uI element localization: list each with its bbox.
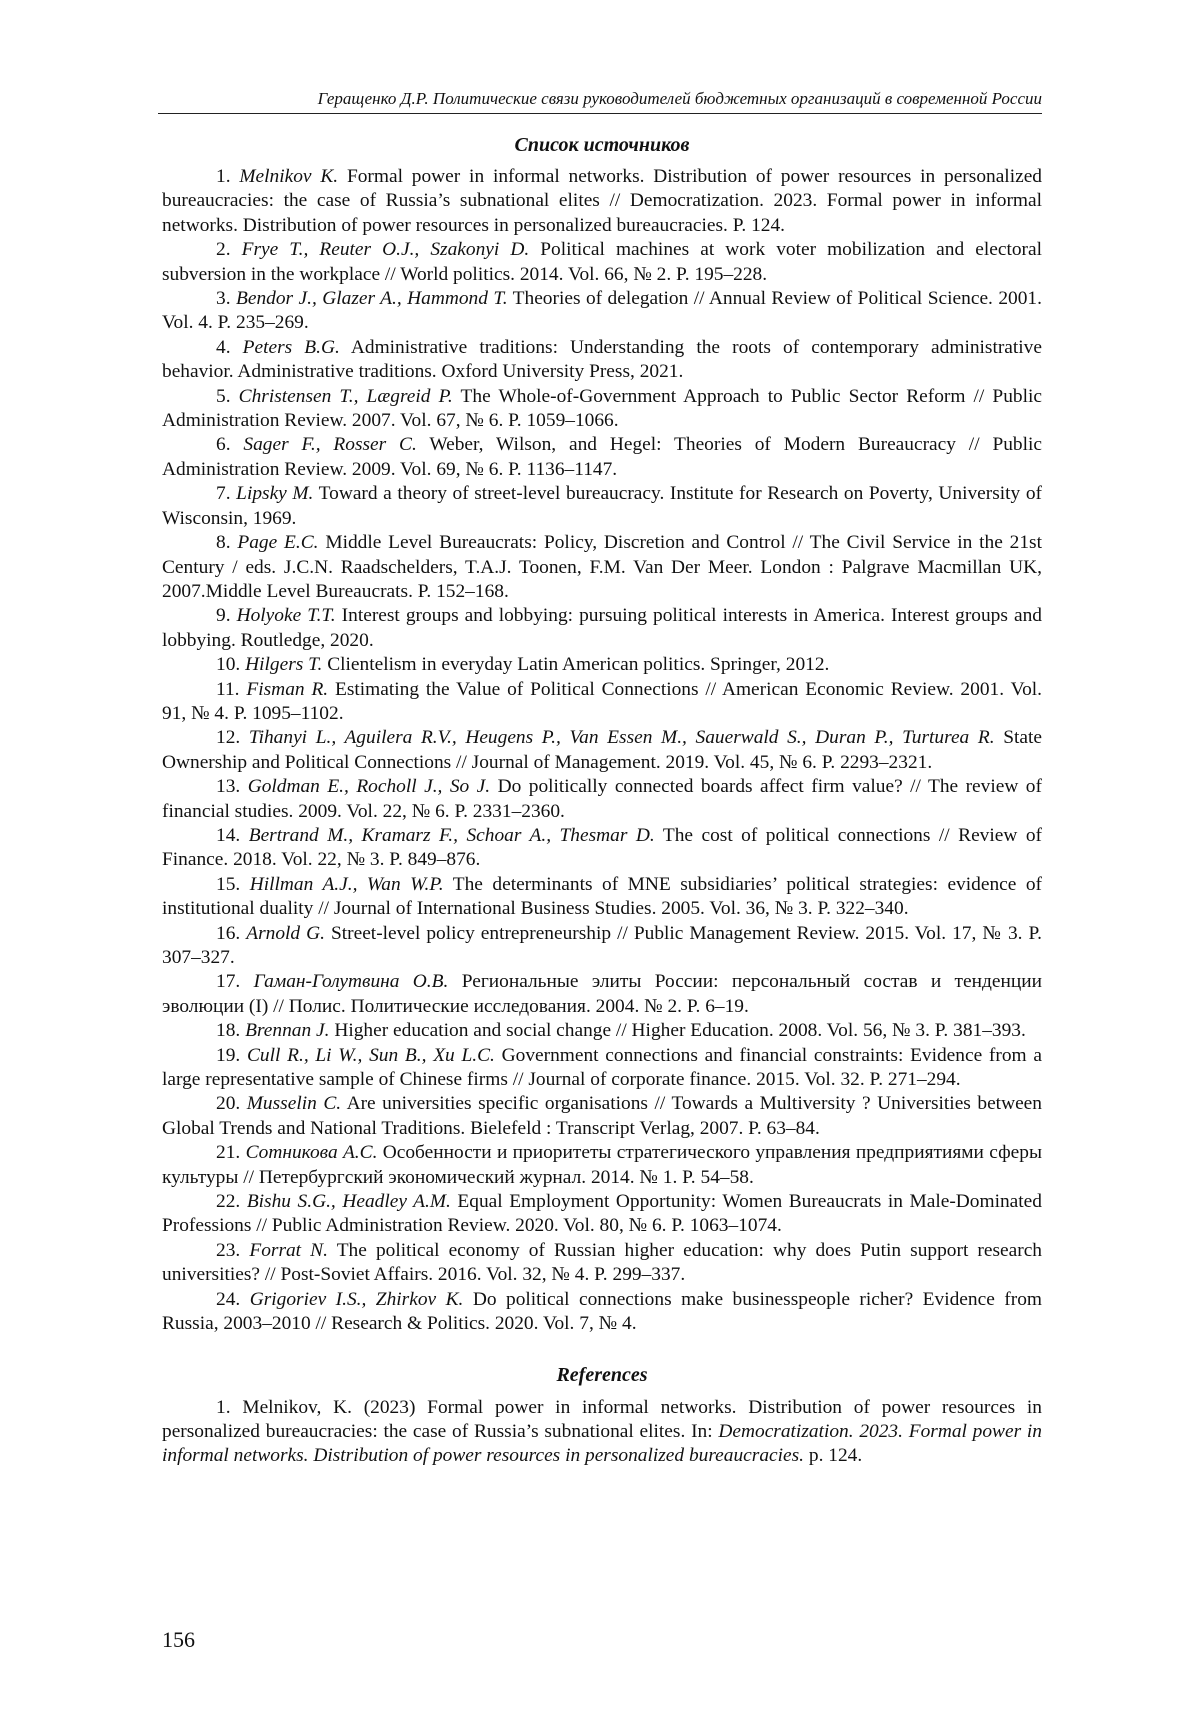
source-entry <box>162 1019 1042 1043</box>
source-entry <box>162 1288 1042 1337</box>
source-text: Do political connections make businesspeople richer? Evidence from Russia, 2003–2010 // Research & Politics. 2020. Vol. 7, № 4. <box>162 1288 1042 1335</box>
source-entry <box>162 873 1042 922</box>
source-authors: Arnold G. <box>246 922 325 944</box>
source-number: 22. <box>216 1191 241 1213</box>
source-text: Toward a theory of street-level bureaucracy. Institute for Research on Poverty, University of Wisconsin, 1969. <box>162 483 1042 529</box>
source-entry <box>162 1044 1042 1093</box>
source-number: 20. <box>216 1093 241 1115</box>
source-number: 10. <box>216 654 241 676</box>
source-authors: Forrat N. <box>249 1239 328 1261</box>
source-authors: Bishu S.G., Headley A.M. <box>246 1191 451 1213</box>
reference-number: 1. <box>216 1396 231 1418</box>
source-entry <box>162 165 1042 238</box>
source-authors: Hillman A.J., Wan W.P. <box>249 873 444 895</box>
source-number: 13. <box>216 776 241 798</box>
source-authors: Peters B.G. <box>242 336 340 358</box>
source-authors: Сотникова А.С. <box>245 1142 378 1164</box>
source-text: Особенности и приоритеты стратегического управления предприятиями сферы культуры // Петербургский экономический журнал. 2014. № 1. P. 54–58. <box>162 1142 1042 1188</box>
source-number: 8. <box>216 532 231 554</box>
page-number: 156 <box>162 1627 195 1652</box>
source-authors: Bendor J., Glazer A., Hammond T. <box>236 288 508 310</box>
source-entry <box>162 336 1042 385</box>
source-text: Interest groups and lobbying: pursuing political interests in America. Interest groups and lobbying. Routledge, 2020. <box>162 605 1042 651</box>
source-authors: Melnikov K. <box>239 166 339 187</box>
source-text: Theories of delegation // Annual Review of Political Science. 2001. Vol. 4. P. 235–269. <box>162 288 1042 334</box>
source-number: 1. <box>216 166 231 187</box>
source-entry <box>162 1239 1042 1288</box>
source-entry <box>162 1190 1042 1239</box>
running-header: Геращенко Д.Р. Политические связи руководителей бюджетных организаций в современной России <box>317 89 1042 108</box>
reference-entry <box>162 1396 1042 1469</box>
source-text: Are universities specific organisations // Towards a Multiversity ? Universities between Global Trends and National Traditions. Bielefeld : Transcript Verlag, 2007. P. 63–84. <box>162 1093 1042 1139</box>
references-list <box>162 1396 1042 1469</box>
source-text: Higher education and social change // Higher Education. 2008. Vol. 56, № 3. P. 381–393. <box>334 1020 1026 1042</box>
source-authors: Musselin C. <box>246 1093 342 1115</box>
source-entry <box>162 726 1042 775</box>
source-authors: Tihanyi L., Aguilera R.V., Heugens P., Van Essen M., Sauerwald S., Duran P., Turturea R. <box>248 727 995 749</box>
source-text: Clientelism in everyday Latin American politics. Springer, 2012. <box>327 654 830 676</box>
source-number: 4. <box>216 336 231 358</box>
sources-title: Список источников <box>514 134 690 156</box>
reference-source-italic: Democratization. 2023. Formal power in informal networks. Distribution of power resources in personalized bureaucracies. <box>162 1420 1042 1467</box>
source-number: 3. <box>216 288 231 310</box>
source-text: Street-level policy entrepreneurship // Public Management Review. 2015. Vol. 17, № 3. P. 307–327. <box>162 922 1042 968</box>
source-entry <box>162 653 1042 677</box>
source-number: 2. <box>216 239 231 261</box>
source-number: 21. <box>216 1142 241 1164</box>
reference-pages: p. 124. <box>808 1445 863 1467</box>
source-text: The cost of political connections // Review of Finance. 2018. Vol. 22, № 3. P. 849–876. <box>162 824 1042 871</box>
source-text: Equal Employment Opportunity: Women Bureaucrats in Male-Dominated Professions // Public Administration Review. 2020. Vol. 80, № 6. P. 1063–1074. <box>162 1191 1042 1237</box>
sources-list <box>162 165 1042 1337</box>
source-entry <box>162 1141 1042 1190</box>
source-authors: Fisman R. <box>246 678 329 700</box>
source-authors: Holyoke T.T. <box>236 605 336 627</box>
source-authors: Page E.C. <box>237 532 319 554</box>
source-text: Government connections and financial constraints: Evidence from a large representative sample of Chinese firms // Journal of corporate finance. 2015. Vol. 32. P. 271–294. <box>162 1044 1042 1091</box>
source-number: 9. <box>216 605 231 627</box>
reference-lead: Melnikov, K. (2023) Formal power in informal networks. Distribution of power resources in personalized bureaucracies: the case of Russia’s subnational elites. In: <box>162 1396 1042 1442</box>
source-authors: Lipsky M. <box>236 483 314 505</box>
source-authors: Frye T., Reuter O.J., Szakonyi D. <box>241 239 530 261</box>
source-number: 7. <box>216 483 231 505</box>
source-text: The determinants of MNE subsidiaries’ political strategies: evidence of institutional duality // Journal of International Business Studies. 2005. Vol. 36, № 3. P. 322–340. <box>162 873 1042 920</box>
source-number: 19. <box>216 1044 241 1066</box>
page-content <box>162 132 1042 1469</box>
source-entry <box>162 531 1042 604</box>
source-number: 12. <box>216 727 241 749</box>
source-number: 11. <box>216 678 240 700</box>
source-text: Formal power in informal networks. Distribution of power resources in personalized bureaucracies: the case of Russia’s subnational elites // Democratization. 2023. Formal power in informal networks. Distribution of power resources in personalized bureaucracies. P. 124. <box>162 166 1042 236</box>
source-entry <box>162 970 1042 1019</box>
source-authors: Brennan J. <box>245 1020 330 1042</box>
source-text: Political machines at work voter mobilization and electoral subversion in the workplace // World politics. 2014. Vol. 66, № 2. P. 195–228. <box>162 239 1042 285</box>
source-number: 5. <box>216 385 231 407</box>
source-text: Региональные элиты России: персональный состав и тенденции эволюции (I) // Полис. Политические исследования. 2004. № 2. P. 6–19. <box>162 971 1042 1017</box>
source-authors: Hilgers T. <box>245 654 323 676</box>
source-entry <box>162 1092 1042 1141</box>
source-number: 16. <box>216 922 241 944</box>
source-entry <box>162 604 1042 653</box>
source-number: 18. <box>216 1020 241 1042</box>
source-authors: Grigoriev I.S., Zhirkov K. <box>249 1288 464 1310</box>
source-authors: Гаман-Голутвина О.В. <box>253 971 449 993</box>
source-text: Estimating the Value of Political Connections // American Economic Review. 2001. Vol. 91, № 4. P. 1095–1102. <box>162 678 1043 724</box>
source-text: Do politically connected boards affect firm value? // The review of financial studies. 2009. Vol. 22, № 6. P. 2331–2360. <box>162 776 1042 822</box>
source-text: Administrative traditions: Understanding the roots of contemporary administrative behavior. Administrative traditions. Oxford University Press, 2021. <box>162 336 1042 383</box>
source-authors: Bertrand M., Kramarz F., Schoar A., Thesmar D. <box>248 824 655 846</box>
source-entry <box>162 433 1042 482</box>
source-authors: Goldman E., Rocholl J., So J. <box>247 776 491 798</box>
source-authors: Sager F., Rosser C. <box>243 434 417 456</box>
source-entry <box>162 922 1042 971</box>
references-title: References <box>556 1363 648 1386</box>
source-text: Weber, Wilson, and Hegel: Theories of Modern Bureaucracy // Public Administration Review. 2009. Vol. 69, № 6. P. 1136–1147. <box>162 434 1042 480</box>
source-number: 14. <box>216 824 241 846</box>
source-text: The political economy of Russian higher education: why does Putin support research universities? // Post-Soviet Affairs. 2016. Vol. 32, № 4. P. 299–337. <box>162 1239 1043 1286</box>
source-authors: Christensen T., Lægreid P. <box>238 385 453 407</box>
source-number: 6. <box>216 434 231 456</box>
source-entry <box>162 678 1042 727</box>
header-rule <box>158 113 1042 114</box>
source-text: State Ownership and Political Connections // Journal of Management. 2019. Vol. 45, № 6. P. 2293–2321. <box>162 727 1042 773</box>
source-text: The Whole-of-Government Approach to Public Sector Reform // Public Administration Review. 2007. Vol. 67, № 6. P. 1059–1066. <box>162 385 1042 432</box>
source-number: 23. <box>216 1239 241 1261</box>
source-entry <box>162 824 1042 873</box>
source-authors: Cull R., Li W., Sun B., Xu L.C. <box>246 1044 495 1066</box>
source-text: Middle Level Bureaucrats: Policy, Discretion and Control // The Civil Service in the 21st Century / eds. J.C.N. Raadschelders, T.A.J. Toonen, F.M. Van Der Meer. London : Palgrave Macmillan UK, 2007.Middle Level Bureaucrats. P. 152–168. <box>162 532 1042 602</box>
source-entry <box>162 238 1042 287</box>
source-entry <box>162 775 1042 824</box>
source-entry <box>162 287 1042 336</box>
source-number: 15. <box>216 873 241 895</box>
source-number: 17. <box>216 971 241 993</box>
source-entry <box>162 385 1042 434</box>
source-entry <box>162 482 1042 531</box>
source-number: 24. <box>216 1288 241 1310</box>
